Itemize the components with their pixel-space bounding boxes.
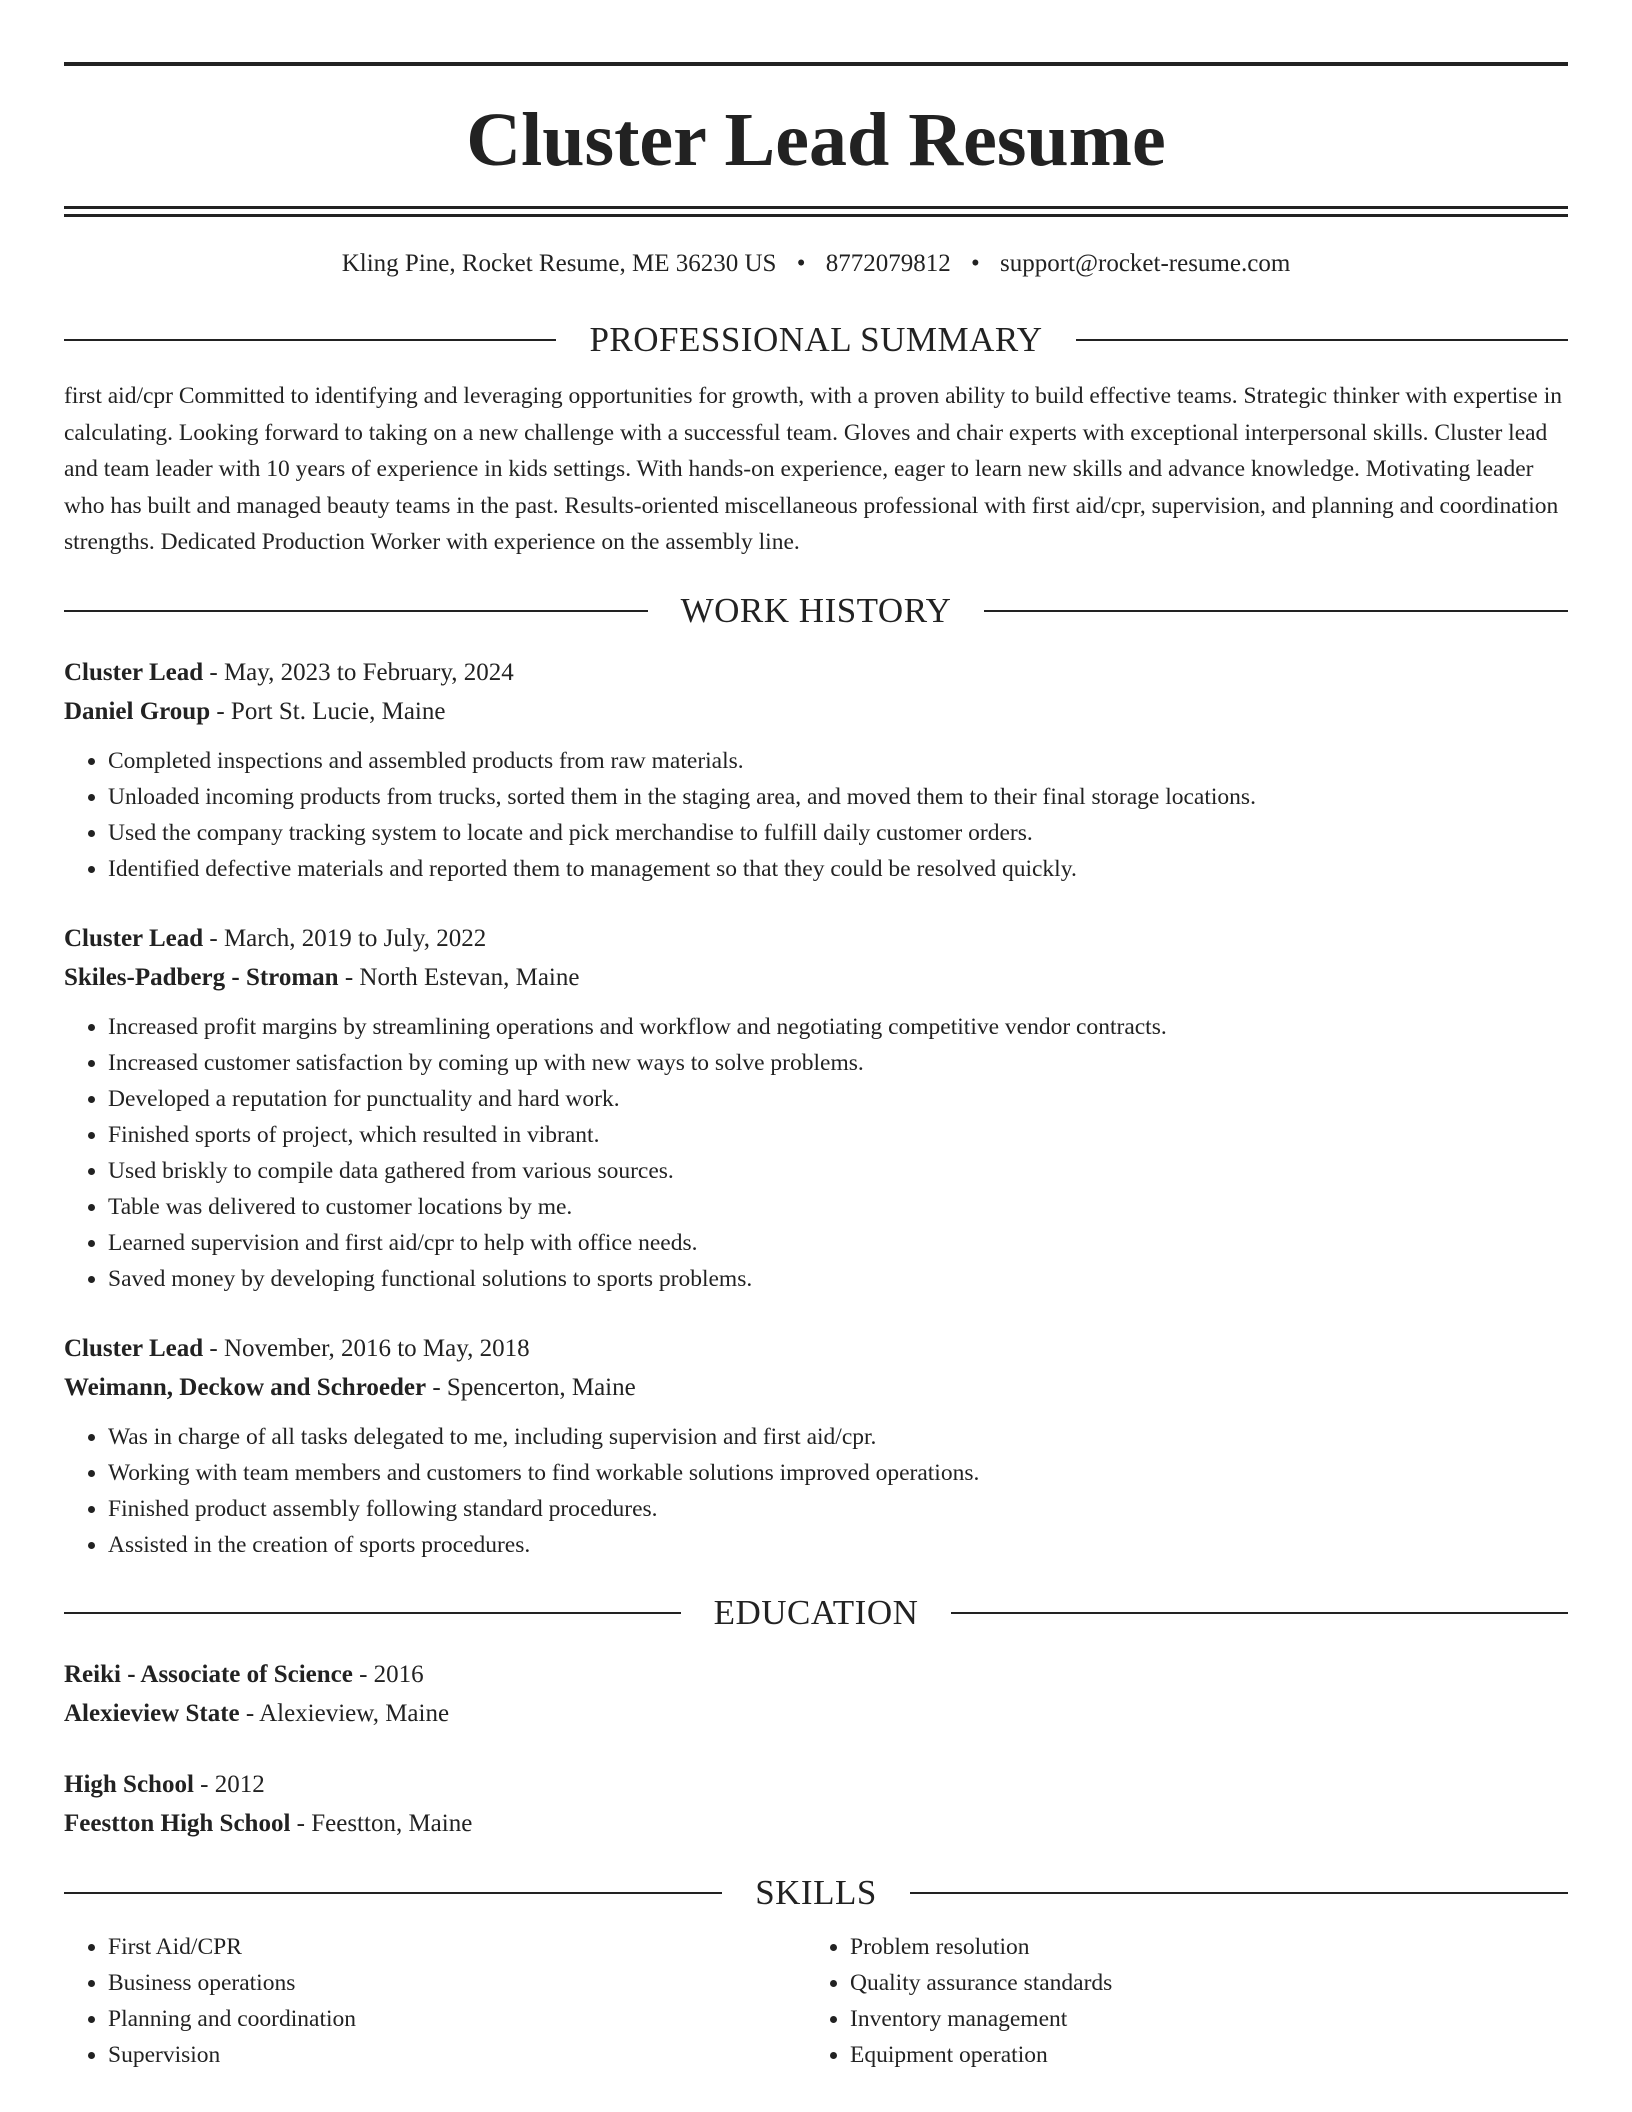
section-header-education	[64, 1593, 1568, 1633]
list-item: • Used the company tracking system to locate and pick merchandise to fulfill daily customer orders.	[108, 815, 1568, 851]
skill-item: • Quality assurance standards	[850, 1965, 1548, 2001]
job-dates: - May, 2023 to February, 2024	[203, 658, 514, 686]
job-entry	[64, 1329, 1568, 1563]
list-item: • Learned supervision and first aid/cpr to help with office needs.	[108, 1225, 1568, 1261]
job-title: Cluster Lead	[64, 924, 204, 952]
divider	[984, 610, 1568, 612]
divider	[910, 1892, 1568, 1894]
school: Feestton High School	[64, 1809, 291, 1837]
degree-year: - 2016	[352, 1660, 424, 1688]
title-double-rule	[64, 206, 1568, 217]
skill-item: • Supervision	[108, 2037, 806, 2073]
list-item: • Completed inspections and assembled products from raw materials.	[108, 743, 1568, 779]
job-entry	[64, 653, 1568, 887]
skill-item: • Problem resolution	[850, 1929, 1548, 1965]
skills-list-left	[64, 1929, 806, 2073]
resume-page	[64, 62, 1568, 2073]
school-location: - Feestton, Maine	[290, 1809, 473, 1837]
section-header-summary	[64, 320, 1568, 360]
divider	[64, 1612, 681, 1614]
job-location: - North Estevan, Maine	[338, 963, 580, 991]
job-bullets	[64, 1419, 1568, 1563]
divider	[64, 339, 556, 341]
job-company-line	[64, 692, 1568, 731]
job-dates: - November, 2016 to May, 2018	[203, 1334, 530, 1362]
job-entry	[64, 919, 1568, 1297]
section-title: SKILLS	[755, 1872, 877, 1912]
job-company-line	[64, 1368, 1568, 1407]
contact-address: Kling Pine, Rocket Resume, ME 36230 US	[341, 250, 777, 277]
contact-email: support@rocket-resume.com	[999, 250, 1291, 277]
school-line	[64, 1804, 1568, 1843]
job-title-line	[64, 919, 1568, 958]
contact-separator: •	[970, 250, 980, 277]
degree: High School	[64, 1770, 194, 1798]
list-item: • Working with team members and customers to find workable solutions improved operations.	[108, 1455, 1568, 1491]
degree-year: - 2012	[193, 1770, 265, 1798]
education-entry	[64, 1765, 1568, 1843]
list-item: • Finished sports of project, which resulted in vibrant.	[108, 1117, 1568, 1153]
degree-line	[64, 1655, 1568, 1694]
education-entry	[64, 1655, 1568, 1733]
skill-item: • Business operations	[108, 1965, 806, 2001]
list-item: • Was in charge of all tasks delegated to me, including supervision and first aid/cpr.	[108, 1419, 1568, 1455]
contact-phone: 8772079812	[825, 250, 951, 277]
skill-item: • Planning and coordination	[108, 2001, 806, 2037]
school-location: - Alexieview, Maine	[239, 1699, 450, 1727]
resume-title: Cluster Lead Resume	[466, 98, 1166, 182]
job-title-line	[64, 653, 1568, 692]
section-title: WORK HISTORY	[680, 590, 952, 630]
list-item: • Table was delivered to customer locations by me.	[108, 1189, 1568, 1225]
job-title-line	[64, 1329, 1568, 1368]
job-title: Cluster Lead	[64, 658, 204, 686]
skill-item: • Equipment operation	[850, 2037, 1548, 2073]
contact-line	[64, 250, 1568, 290]
list-item: • Developed a reputation for punctuality and hard work.	[108, 1081, 1568, 1117]
list-item: • Finished product assembly following standard procedures.	[108, 1491, 1568, 1527]
job-bullets	[64, 743, 1568, 887]
list-item: • Used briskly to compile data gathered from various sources.	[108, 1153, 1568, 1189]
job-location: - Port St. Lucie, Maine	[210, 697, 446, 725]
job-company: Daniel Group	[64, 697, 211, 725]
contact-separator: •	[796, 250, 806, 277]
degree-line	[64, 1765, 1568, 1804]
school: Alexieview State	[64, 1699, 240, 1727]
job-title: Cluster Lead	[64, 1334, 204, 1362]
job-dates: - March, 2019 to July, 2022	[203, 924, 487, 952]
summary-text: first aid/cpr Committed to identifying and leveraging opportunities for growth, with a proven ability to build effective teams. Strategic thinker with expertise in calculating. Looking forward to taking on a new challenge with a successful team. Gloves and chair experts with exceptional interpersonal skills. Cluster lead and team leader with 10 years of experience in kids settings. With hands-on experience, eager to learn new skills and advance knowledge. Motivating leader who has built and managed beauty teams in the past. Results-oriented miscellaneous professional with first aid/cpr, supervision, and planning and coordination strengths. Dedicated Production Worker with experience on the assembly line.	[64, 383, 1562, 555]
list-item: • Identified defective materials and reported them to management so that they could be resolved quickly.	[108, 851, 1568, 887]
job-company-line	[64, 958, 1568, 997]
divider	[64, 610, 648, 612]
list-item: • Saved money by developing functional solutions to sports problems.	[108, 1261, 1568, 1297]
section-header-work-history	[64, 591, 1568, 631]
list-item: • Increased customer satisfaction by coming up with new ways to solve problems.	[108, 1045, 1568, 1081]
skill-item: • Inventory management	[850, 2001, 1548, 2037]
job-company: Skiles-Padberg - Stroman	[64, 963, 339, 991]
list-item: • Unloaded incoming products from trucks, sorted them in the staging area, and moved them to their final storage locations.	[108, 779, 1568, 815]
degree: Reiki - Associate of Science	[64, 1660, 353, 1688]
divider	[64, 1892, 722, 1894]
skills-columns	[64, 1929, 1568, 2073]
school-line	[64, 1694, 1568, 1733]
list-item: • Assisted in the creation of sports procedures.	[108, 1527, 1568, 1563]
job-location: - Spencerton, Maine	[426, 1373, 636, 1401]
section-title: EDUCATION	[713, 1592, 919, 1632]
skill-item: • First Aid/CPR	[108, 1929, 806, 1965]
divider	[1076, 339, 1568, 341]
job-company: Weimann, Deckow and Schroeder	[64, 1373, 427, 1401]
divider	[951, 1612, 1568, 1614]
skills-list-right	[806, 1929, 1548, 2073]
section-header-skills	[64, 1873, 1568, 1913]
job-bullets	[64, 1009, 1568, 1297]
section-title: PROFESSIONAL SUMMARY	[589, 320, 1043, 359]
list-item: • Increased profit margins by streamlining operations and workflow and negotiating competitive vendor contracts.	[108, 1009, 1568, 1045]
